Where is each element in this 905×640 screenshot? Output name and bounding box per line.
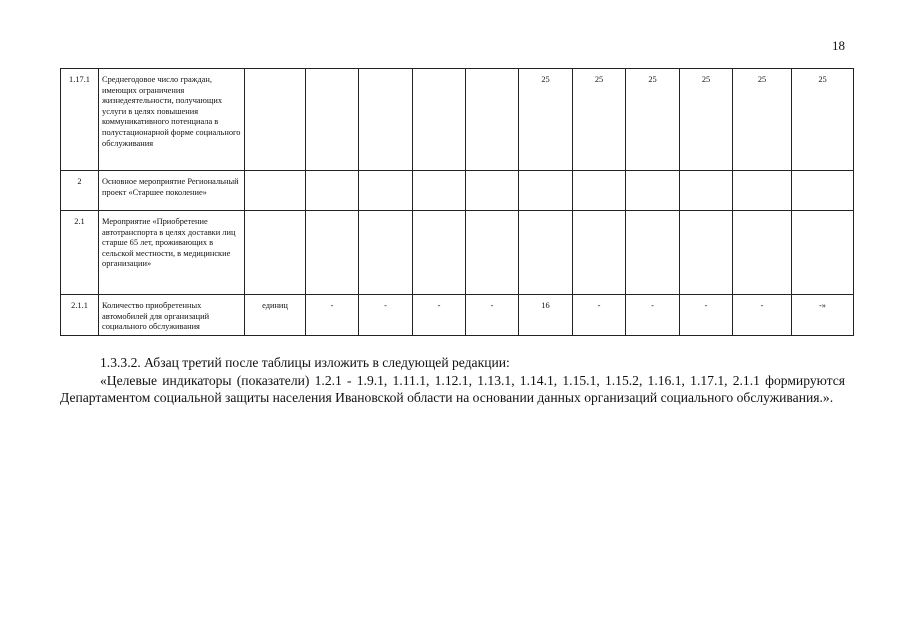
table-cell (680, 211, 733, 295)
indicators-table (60, 68, 854, 336)
table-cell (359, 171, 413, 211)
table-cell (466, 69, 519, 171)
table-cell (306, 69, 359, 171)
row-number: 2 (61, 171, 99, 211)
table-cell: 25 (626, 69, 680, 171)
table-cell: - (573, 295, 626, 336)
table-cell: 25 (792, 69, 854, 171)
amendment-text (60, 354, 845, 407)
table-cell: 25 (680, 69, 733, 171)
table-row (61, 295, 854, 336)
table-cell: - (306, 295, 359, 336)
table-cell (306, 171, 359, 211)
table-cell (413, 171, 466, 211)
table-row (61, 171, 854, 211)
table-cell: - (413, 295, 466, 336)
row-unit (245, 69, 306, 171)
row-unit (245, 211, 306, 295)
table-cell (519, 211, 573, 295)
table-cell: 25 (573, 69, 626, 171)
table-cell: 25 (519, 69, 573, 171)
table-cell: 16 (519, 295, 573, 336)
table-cell (413, 69, 466, 171)
row-name: Мероприятие «Приобретение автотранспорта в целях доставки лиц старше 65 лет, проживающих в сельской местности, в медицинские организации» (99, 211, 245, 295)
page-number: 18 (832, 38, 845, 53)
table-cell (519, 171, 573, 211)
row-unit (245, 171, 306, 211)
table-cell (792, 171, 854, 211)
table-cell (359, 69, 413, 171)
row-number: 2.1.1 (61, 295, 99, 336)
table-cell: 25 (733, 69, 792, 171)
row-number: 1.17.1 (61, 69, 99, 171)
table-cell: - (733, 295, 792, 336)
table-cell (626, 171, 680, 211)
table-cell: - (359, 295, 413, 336)
table-cell (359, 211, 413, 295)
paragraph-heading: 1.3.3.2. Абзац третий после таблицы изложить в следующей редакции: (100, 355, 510, 370)
table-cell: - (626, 295, 680, 336)
table-cell (733, 211, 792, 295)
table-cell (573, 211, 626, 295)
table-cell (306, 211, 359, 295)
table-cell: - (680, 295, 733, 336)
row-name: Основное мероприятие Региональный проект «Старшее поколение» (99, 171, 245, 211)
table-cell (573, 171, 626, 211)
table-cell (680, 171, 733, 211)
table-cell: -» (792, 295, 854, 336)
table-cell (792, 211, 854, 295)
row-name: Среднегодовое число граждан, имеющих ограничения жизнедеятельности, получающих услуги в целях повышения коммуникативного потенциала в полустационарной форме социального обслуживания (99, 69, 245, 171)
table-cell (466, 171, 519, 211)
row-unit: единиц (245, 295, 306, 336)
table-cell: - (466, 295, 519, 336)
table-cell (466, 211, 519, 295)
table-cell (626, 211, 680, 295)
table-cell (733, 171, 792, 211)
table-row (61, 211, 854, 295)
table-cell (413, 211, 466, 295)
row-number: 2.1 (61, 211, 99, 295)
row-name: Количество приобретенных автомобилей для организаций социального обслуживания (99, 295, 245, 336)
table-row (61, 69, 854, 171)
paragraph-quote: «Целевые индикаторы (показатели) 1.2.1 - 1.9.1, 1.11.1, 1.12.1, 1.13.1, 1.14.1, 1.15.1, 1.15.2, 1.16.1, 1.17.1, 2.1.1 формируются Департаментом социальной защиты населения Ивановской области на основании данных организаций социального обслуживания.». (60, 372, 845, 405)
